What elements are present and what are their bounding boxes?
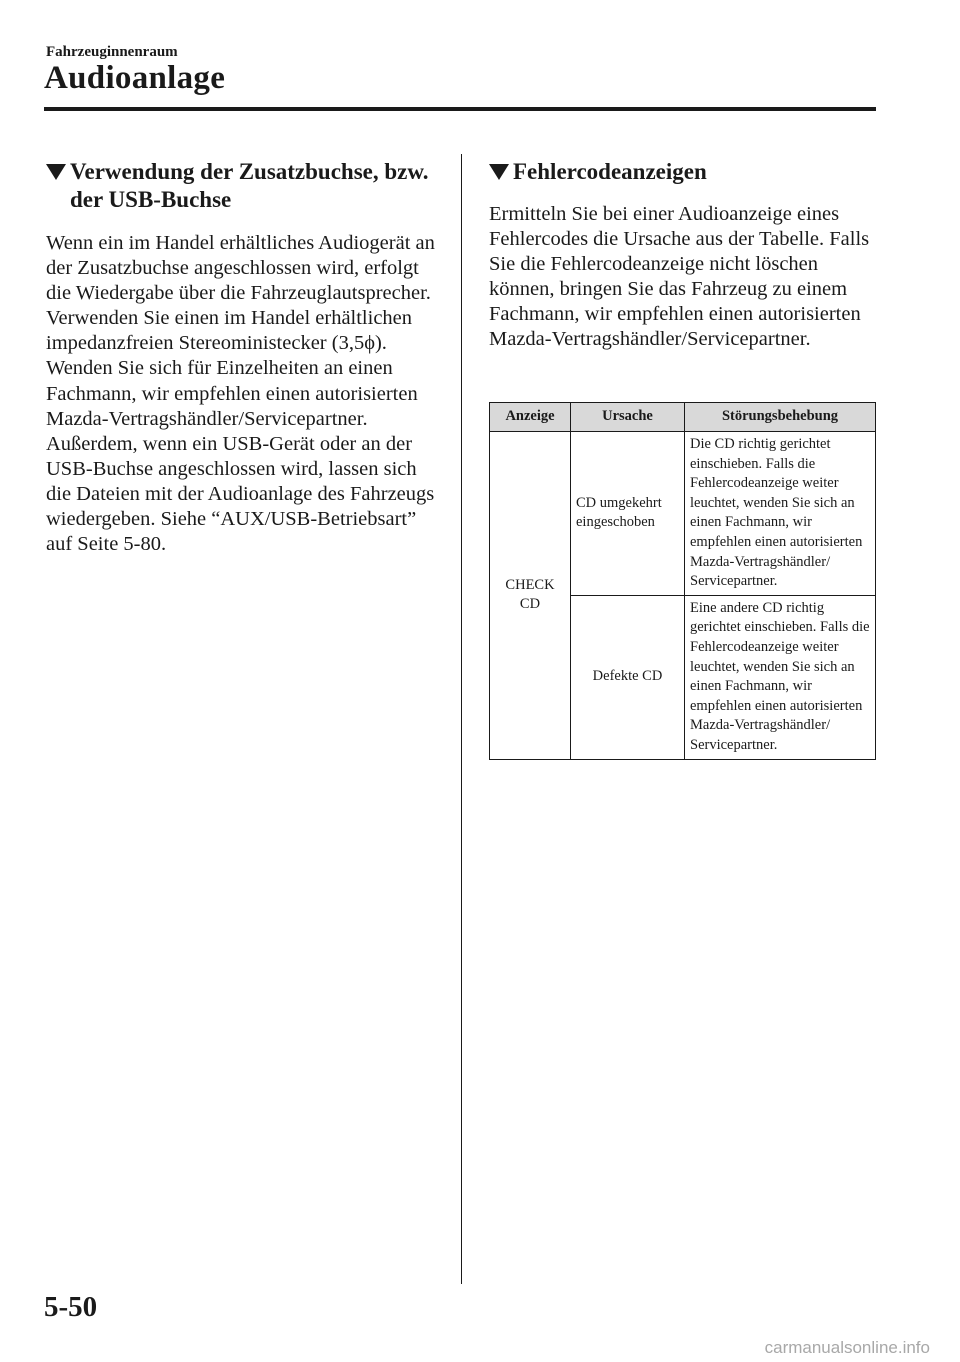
triangle-down-icon [489, 164, 509, 180]
column-header-stoerungsbehebung: Störungsbehebung [685, 403, 876, 432]
column-divider [461, 154, 462, 1284]
heading-text: Fehlercodeanzeigen [513, 159, 707, 184]
column-header-anzeige: Anzeige [490, 403, 571, 432]
section-heading-error-codes [489, 158, 879, 186]
table-header-row [490, 403, 876, 432]
section-label: Fahrzeuginnenraum [46, 44, 178, 60]
page-number: 5-50 [44, 1291, 98, 1323]
left-column [46, 158, 442, 557]
error-code-table [489, 402, 876, 760]
column-header-ursache: Ursache [571, 403, 685, 432]
anzeige-cell: CHECK CD [490, 432, 571, 760]
page-title: Audioanlage [44, 60, 226, 96]
table-row [490, 432, 876, 596]
body-paragraph-error-codes: Ermitteln Sie bei einer Audioanzeige eines Fehlercodes die Ursache aus der Tabelle. Falls Sie die Fehlercodeanzeige nicht löschen können, bringen Sie das Fahrzeug zu einem Fachmann, wir empfehlen einen autorisierten Mazda-Vertragshändler/Servicepartner. [489, 203, 870, 351]
ursache-cell: Defekte CD [571, 595, 685, 759]
body-paragraph-usb: Außerdem, wenn ein USB-Gerät oder an der USB-Buchse angeschlossen wird, lassen sich die Dateien mit der Audioanlage des Fahrzeugs wiedergeben. Siehe “AUX/USB-Betriebsart” auf Seite 5-80. [46, 432, 435, 556]
right-column [489, 158, 879, 353]
behebung-cell: Die CD richtig gerichtet einschieben. Falls die Fehlercodeanzeige weiter leuchtet, wenden Sie sich an einen Fachmann, wir empfehlen einen autorisierten Mazda-Vertragshändler/ Servicepartner. [685, 432, 876, 596]
header-rule [44, 107, 876, 111]
triangle-down-icon [46, 164, 66, 180]
section-heading-aux-usb [46, 158, 442, 214]
heading-text: Verwendung der Zusatzbuchse, bzw. der USB-Buchse [70, 159, 429, 212]
ursache-cell: CD umgekehrt eingeschoben [571, 432, 685, 596]
body-paragraph-aux: Wenn ein im Handel erhältliches Audiogerät an der Zusatzbuchse angeschlossen wird, erfolgt die Wiedergabe über die Fahrzeuglautsprecher. Verwenden Sie einen im Handel erhältlichen impedanzfreien Stereoministecker (3,5ϕ). Wenden Sie sich für Einzelheiten an einen Fachmann, wir empfehlen einen autorisierten Mazda-Vertragshändler/Servicepartner. [46, 232, 435, 430]
watermark: carmanualsonline.info [764, 1338, 930, 1357]
behebung-cell: Eine andere CD richtig gerichtet einschieben. Falls die Fehlercodeanzeige weiter leuchtet, wenden Sie sich an einen Fachmann, wir empfehlen einen autorisierten Mazda-Vertragshändler/ Servicepartner. [685, 595, 876, 759]
